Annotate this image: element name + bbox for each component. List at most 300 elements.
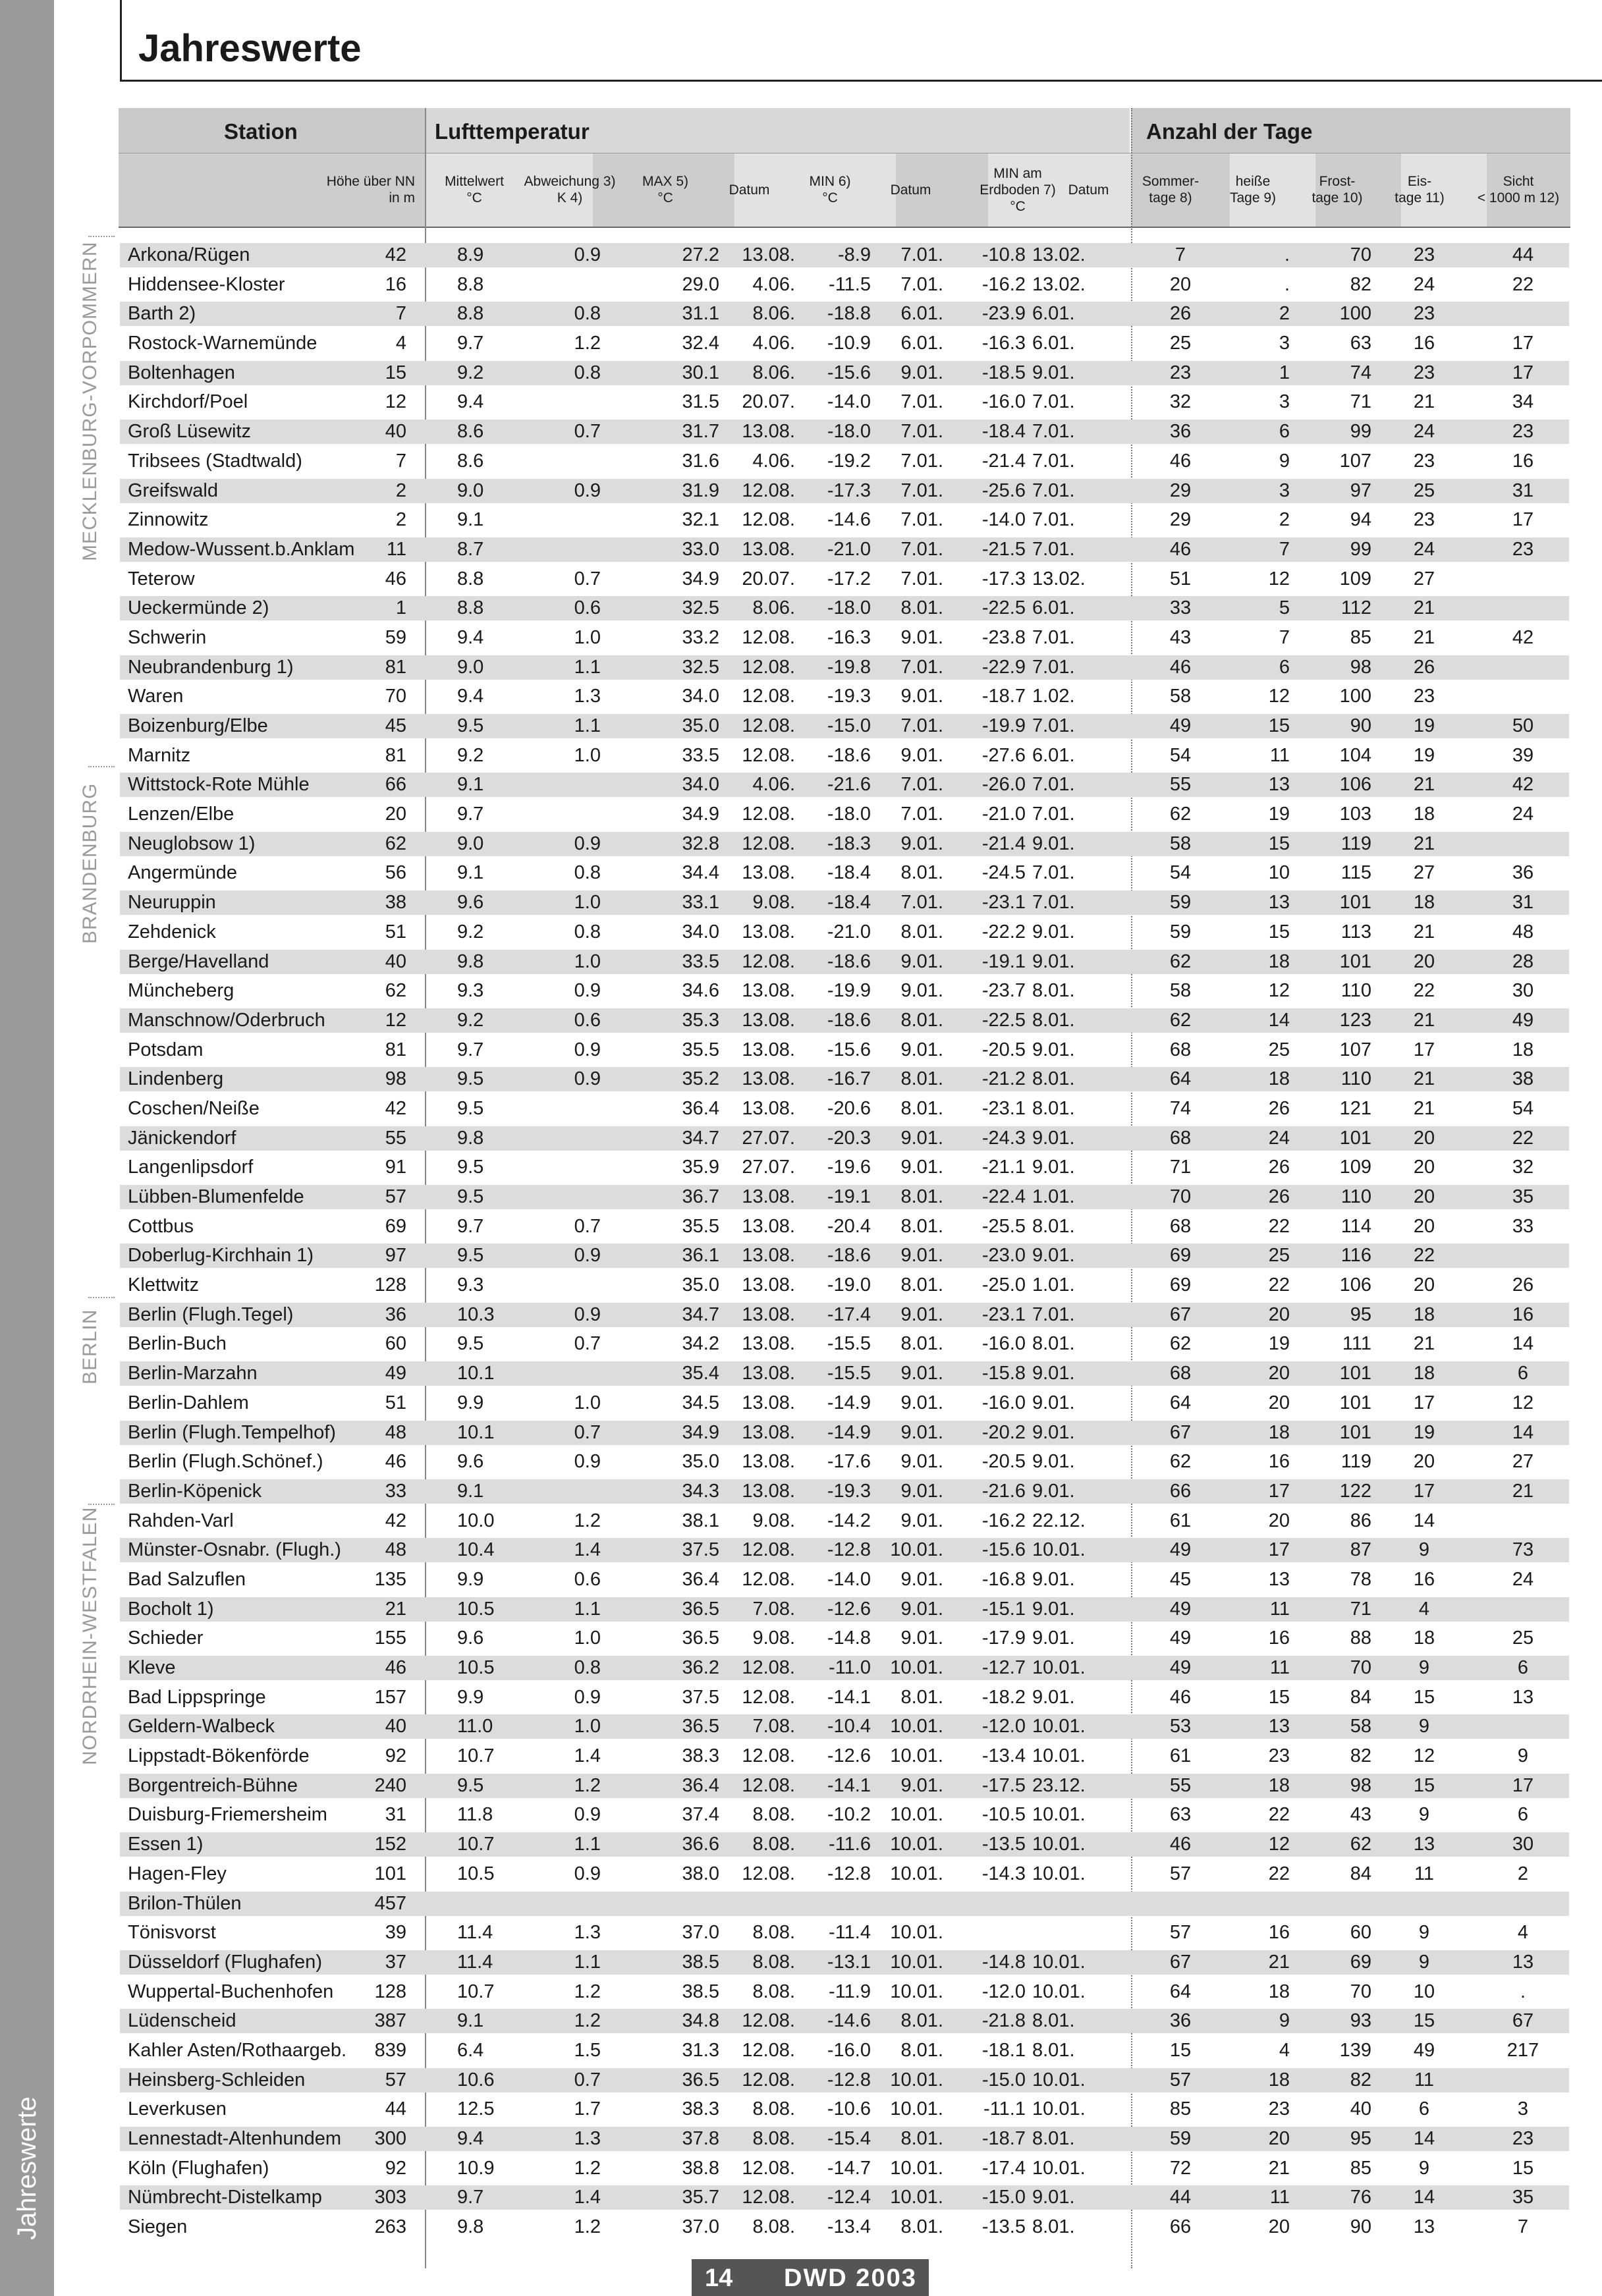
mittelwert-value: 8.8 bbox=[457, 597, 484, 619]
sicht-value: 42 bbox=[1512, 626, 1534, 648]
table-row bbox=[120, 329, 1569, 358]
min-value: -18.8 bbox=[827, 303, 871, 325]
sicht-value: 25 bbox=[1512, 1627, 1534, 1649]
min-value: -18.3 bbox=[827, 833, 871, 854]
min-erdboden-value: -23.0 bbox=[981, 1245, 1026, 1267]
heisse-tage-value: 3 bbox=[1279, 333, 1290, 354]
min-datum-value: 8.01. bbox=[900, 1186, 943, 1207]
min-datum-value: 10.01. bbox=[890, 1863, 943, 1884]
frosttage-value: 76 bbox=[1350, 2187, 1371, 2208]
min-datum-value: 7.01. bbox=[900, 509, 943, 531]
frosttage-value: 101 bbox=[1339, 1392, 1371, 1413]
max-datum-value: 13.08. bbox=[742, 1480, 795, 1502]
min-erdboden-value: -18.4 bbox=[981, 421, 1026, 443]
min-datum-value: 8.01. bbox=[900, 862, 943, 884]
max-value: 29.0 bbox=[682, 273, 719, 295]
max-datum-value: 12.08. bbox=[742, 1774, 795, 1796]
max-datum-value: 12.08. bbox=[742, 833, 795, 854]
eistage-value: 21 bbox=[1413, 774, 1435, 796]
mittelwert-value: 9.1 bbox=[457, 862, 484, 884]
hoehe-value: 839 bbox=[374, 2039, 406, 2061]
min-datum-value: 7.01. bbox=[900, 892, 943, 914]
abweichung-value: 1.0 bbox=[574, 892, 601, 914]
mittelwert-value: 6.4 bbox=[457, 2039, 484, 2061]
erdboden-datum-value: 10.01. bbox=[1032, 1834, 1086, 1855]
min-value: -15.0 bbox=[827, 715, 871, 736]
heisse-tage-value: 6 bbox=[1279, 656, 1290, 678]
sommertage-value: 67 bbox=[1169, 1303, 1192, 1325]
max-datum-value: 12.08. bbox=[742, 1745, 795, 1767]
page-footer bbox=[692, 2259, 929, 2296]
sommertage-value: 62 bbox=[1169, 1451, 1192, 1473]
sommertage-value: 68 bbox=[1169, 1215, 1192, 1237]
eistage-value: 9 bbox=[1418, 1951, 1430, 1973]
sicht-value: 34 bbox=[1512, 391, 1534, 413]
mittelwert-value: 9.1 bbox=[457, 2010, 484, 2032]
erdboden-datum-value: 10.01. bbox=[1032, 2098, 1086, 2120]
min-erdboden-value: -21.0 bbox=[981, 804, 1026, 825]
sicht-value: 28 bbox=[1512, 950, 1534, 972]
abweichung-value: 0.6 bbox=[574, 1568, 601, 1590]
erdboden-datum-value: 10.01. bbox=[1032, 1745, 1086, 1767]
frosttage-value: 104 bbox=[1339, 744, 1371, 766]
mittelwert-value: 9.9 bbox=[457, 1568, 484, 1590]
hoehe-value: 91 bbox=[385, 1157, 406, 1178]
hoehe-value: 69 bbox=[385, 1215, 406, 1237]
sommertage-value: 57 bbox=[1169, 1863, 1192, 1884]
max-value: 32.5 bbox=[682, 597, 719, 619]
mittelwert-value: 10.5 bbox=[457, 1863, 495, 1884]
heisse-tage-value: 12 bbox=[1268, 980, 1290, 1002]
station-name: Berlin-Marzahn bbox=[128, 1363, 258, 1384]
min-value: -18.4 bbox=[827, 862, 871, 884]
min-erdboden-value: -15.6 bbox=[981, 1539, 1026, 1561]
mittelwert-value: 8.9 bbox=[457, 244, 484, 265]
max-value: 37.5 bbox=[682, 1686, 719, 1708]
max-value: 33.5 bbox=[682, 950, 719, 972]
station-name: Jänickendorf bbox=[128, 1127, 236, 1149]
max-datum-value: 9.08. bbox=[752, 1510, 795, 1531]
eistage-value: 12 bbox=[1413, 1745, 1435, 1767]
table-row bbox=[120, 299, 1569, 329]
station-name: Lüdenscheid bbox=[128, 2010, 236, 2032]
station-name: Müncheberg bbox=[128, 980, 235, 1002]
max-value: 37.4 bbox=[682, 1804, 719, 1826]
erdboden-datum-value: 9.01. bbox=[1032, 2187, 1075, 2208]
max-value: 32.5 bbox=[682, 656, 719, 678]
sicht-value: 27 bbox=[1512, 1451, 1534, 1473]
station-name: Waren bbox=[128, 686, 184, 707]
hoehe-value: 20 bbox=[385, 804, 406, 825]
min-erdboden-value: -22.5 bbox=[981, 597, 1026, 619]
abweichung-value: 1.2 bbox=[574, 333, 601, 354]
sommertage-value: 59 bbox=[1169, 2128, 1192, 2149]
hoehe-value: 45 bbox=[385, 715, 406, 736]
min-erdboden-value bbox=[940, 1918, 1026, 1948]
hoehe-value: 60 bbox=[385, 1333, 406, 1355]
eistage-value: 21 bbox=[1413, 597, 1435, 619]
hoehe-value: 31 bbox=[385, 1804, 406, 1826]
region-label-brandenburg: BRANDENBURG bbox=[79, 782, 101, 944]
min-value: -14.1 bbox=[827, 1686, 871, 1708]
sicht-value: 50 bbox=[1512, 715, 1534, 736]
mittelwert-value: 9.0 bbox=[457, 656, 484, 678]
max-value: 31.1 bbox=[682, 303, 719, 325]
erdboden-datum-value: 9.01. bbox=[1032, 1686, 1075, 1708]
sicht-value: 33 bbox=[1512, 1215, 1534, 1237]
mittelwert-value: 9.4 bbox=[457, 2128, 484, 2149]
sicht-value: 73 bbox=[1512, 1539, 1534, 1561]
abweichung-value: 0.7 bbox=[574, 1333, 601, 1355]
min-datum-value: 10.01. bbox=[890, 1745, 943, 1767]
mittelwert-value: 8.6 bbox=[457, 421, 484, 443]
frosttage-value: 113 bbox=[1340, 921, 1371, 943]
hoehe-value: 97 bbox=[385, 1245, 406, 1267]
heisse-tage-value: 20 bbox=[1268, 1510, 1290, 1531]
eistage-value: 9 bbox=[1418, 1922, 1430, 1944]
hoehe-value: 42 bbox=[385, 1097, 406, 1119]
station-name: Siegen bbox=[128, 2216, 188, 2238]
max-value: 35.0 bbox=[682, 1274, 719, 1296]
eistage-value: 9 bbox=[1418, 1804, 1430, 1826]
table-row bbox=[120, 1565, 1569, 1595]
min-erdboden-value: -26.0 bbox=[981, 774, 1026, 796]
frosttage-value: 74 bbox=[1350, 362, 1371, 383]
region-divider-1 bbox=[88, 236, 115, 237]
min-erdboden-value: -20.5 bbox=[981, 1451, 1026, 1473]
sommertage-value: 7 bbox=[1174, 244, 1186, 265]
erdboden-datum-value: 9.01. bbox=[1032, 1568, 1075, 1590]
mittelwert-value: 10.7 bbox=[457, 1745, 495, 1767]
table-row bbox=[120, 1624, 1569, 1653]
min-erdboden-value: -23.1 bbox=[981, 1097, 1026, 1119]
sicht-value: 13 bbox=[1512, 1951, 1534, 1973]
frosttage-value: 71 bbox=[1350, 391, 1371, 413]
table-row bbox=[120, 1418, 1569, 1448]
frosttage-value: 70 bbox=[1350, 1657, 1371, 1678]
min-datum-value: 8.01. bbox=[900, 1686, 943, 1708]
min-datum-value: 7.01. bbox=[900, 421, 943, 443]
min-erdboden-value: -22.4 bbox=[981, 1186, 1026, 1207]
sicht-value: 23 bbox=[1512, 2128, 1534, 2149]
abweichung-value: 1.2 bbox=[574, 2010, 601, 2032]
frosttage-value: 90 bbox=[1350, 715, 1371, 736]
min-datum-value: 9.01. bbox=[900, 1392, 943, 1413]
hoehe-value: 62 bbox=[385, 980, 406, 1002]
eistage-value: 24 bbox=[1413, 538, 1435, 560]
subheader-frosttage: Frost- tage 10) bbox=[1312, 174, 1363, 205]
station-name: Lennestadt-Altenhundem bbox=[128, 2128, 342, 2149]
eistage-value: 19 bbox=[1413, 715, 1435, 736]
table-row bbox=[120, 1830, 1569, 1859]
min-datum-value: 7.01. bbox=[900, 244, 943, 265]
min-erdboden-value: -18.7 bbox=[981, 686, 1026, 707]
mittelwert-value: 9.8 bbox=[457, 1127, 484, 1149]
abweichung-value bbox=[548, 1271, 601, 1300]
hoehe-value: 457 bbox=[374, 1892, 406, 1914]
hoehe-value: 11 bbox=[386, 538, 406, 560]
station-name: Brilon-Thülen bbox=[128, 1892, 242, 1914]
frosttage-value: 101 bbox=[1339, 1421, 1371, 1443]
min-datum-value: 6.01. bbox=[900, 303, 943, 325]
max-datum-value bbox=[716, 1889, 795, 1919]
abweichung-value: 0.7 bbox=[574, 2069, 601, 2091]
min-erdboden-value: -27.6 bbox=[981, 744, 1026, 766]
min-erdboden-value: -21.2 bbox=[981, 1068, 1026, 1090]
min-value: -14.7 bbox=[827, 2157, 871, 2179]
sicht-value: 67 bbox=[1512, 2010, 1534, 2032]
heisse-tage-value: 26 bbox=[1268, 1186, 1290, 1207]
heisse-tage-value: 21 bbox=[1268, 1951, 1290, 1973]
heisse-tage-value: 18 bbox=[1268, 1774, 1290, 1796]
eistage-value: 6 bbox=[1418, 2098, 1430, 2120]
hoehe-value: 152 bbox=[374, 1834, 406, 1855]
sicht-value: 36 bbox=[1512, 862, 1534, 884]
hoehe-value: 49 bbox=[385, 1363, 406, 1384]
hoehe-value: 263 bbox=[374, 2216, 406, 2238]
max-datum-value: 12.08. bbox=[742, 744, 795, 766]
sicht-value: 16 bbox=[1512, 450, 1534, 472]
sicht-value bbox=[1483, 564, 1562, 594]
heisse-tage-value: 22 bbox=[1268, 1274, 1290, 1296]
frosttage-value: 70 bbox=[1350, 244, 1371, 265]
min-value: -12.6 bbox=[827, 1598, 871, 1620]
title-rule-vertical bbox=[120, 0, 122, 82]
mittelwert-value: 9.4 bbox=[457, 391, 484, 413]
station-name: Wittstock-Rote Mühle bbox=[128, 774, 310, 796]
frosttage-value: 116 bbox=[1340, 1245, 1371, 1267]
heisse-tage-value: 6 bbox=[1279, 421, 1290, 443]
table-row bbox=[120, 1859, 1569, 1889]
max-value: 34.0 bbox=[682, 686, 719, 707]
min-datum-value: 9.01. bbox=[900, 362, 943, 383]
min-erdboden-value: -18.7 bbox=[981, 2128, 1026, 2149]
heisse-tage-value: 13 bbox=[1268, 892, 1290, 914]
station-name: Düsseldorf (Flughafen) bbox=[128, 1951, 322, 1973]
sicht-value: 2 bbox=[1517, 1863, 1529, 1884]
min-value: -18.0 bbox=[827, 421, 871, 443]
min-datum-value: 10.01. bbox=[890, 1657, 943, 1678]
erdboden-datum-value: 10.01. bbox=[1032, 1716, 1086, 1737]
heisse-tage-value: 20 bbox=[1268, 1392, 1290, 1413]
max-value: 30.1 bbox=[682, 362, 719, 383]
subheader-abweichung: Abweichung 3) K 4) bbox=[524, 174, 616, 205]
frosttage-value: 85 bbox=[1350, 626, 1371, 648]
sicht-value: 12 bbox=[1512, 1392, 1534, 1413]
station-name: Marnitz bbox=[128, 744, 191, 766]
eistage-value: 14 bbox=[1413, 2187, 1435, 2208]
eistage-value: 15 bbox=[1413, 2010, 1435, 2032]
min-erdboden-value: -17.9 bbox=[981, 1627, 1026, 1649]
min-datum-value: 9.01. bbox=[900, 1480, 943, 1502]
mittelwert-value: 11.8 bbox=[457, 1804, 493, 1826]
max-value: 36.1 bbox=[682, 1245, 719, 1267]
heisse-tage-value: 12 bbox=[1268, 1834, 1290, 1855]
hoehe-value: 157 bbox=[374, 1686, 406, 1708]
max-value: 37.0 bbox=[682, 1922, 719, 1944]
sommertage-value: 46 bbox=[1169, 656, 1192, 678]
min-value: -16.3 bbox=[827, 626, 871, 648]
min-value: -18.6 bbox=[827, 744, 871, 766]
table-row bbox=[120, 240, 1569, 270]
region-label-nrw: NORDRHEIN-WESTFALEN bbox=[79, 1506, 101, 1765]
table-row bbox=[120, 2036, 1569, 2065]
min-erdboden-value: -22.5 bbox=[981, 1009, 1026, 1031]
abweichung-value bbox=[548, 770, 601, 800]
abweichung-value: 1.2 bbox=[574, 1774, 601, 1796]
mittelwert-value: 9.5 bbox=[457, 1245, 484, 1267]
min-erdboden-value: -12.0 bbox=[981, 1981, 1026, 2002]
eistage-value: 24 bbox=[1413, 273, 1435, 295]
max-datum-value: 13.08. bbox=[742, 1363, 795, 1384]
erdboden-datum-value: 22.12. bbox=[1032, 1510, 1086, 1531]
max-datum-value: 13.08. bbox=[742, 862, 795, 884]
erdboden-datum-value: 8.01. bbox=[1032, 980, 1075, 1002]
hoehe-value: 40 bbox=[385, 1716, 406, 1737]
sicht-value bbox=[1483, 829, 1562, 859]
frosttage-value: 98 bbox=[1350, 1774, 1371, 1796]
frosttage-value: 60 bbox=[1350, 1922, 1371, 1944]
min-value: -19.0 bbox=[827, 1274, 871, 1296]
max-value: 34.7 bbox=[682, 1303, 719, 1325]
hoehe-value: 36 bbox=[385, 1303, 406, 1325]
min-datum-value: 9.01. bbox=[900, 1127, 943, 1149]
min-value: -10.2 bbox=[827, 1804, 871, 1826]
region-label-mv: MECKLENBURG-VORPOMMERN bbox=[79, 241, 101, 561]
max-datum-value: 8.08. bbox=[752, 2128, 795, 2149]
min-value: -13.4 bbox=[827, 2216, 871, 2238]
abweichung-value: 1.0 bbox=[574, 1392, 601, 1413]
erdboden-datum-value: 10.01. bbox=[1032, 1951, 1086, 1973]
eistage-value: 21 bbox=[1413, 626, 1435, 648]
sicht-value: 30 bbox=[1512, 1834, 1534, 1855]
station-name: Tribsees (Stadtwald) bbox=[128, 450, 302, 472]
min-datum-value: 8.01. bbox=[900, 2128, 943, 2149]
station-name: Klettwitz bbox=[128, 1274, 199, 1296]
eistage-value: 22 bbox=[1413, 1245, 1435, 1267]
sicht-value: 26 bbox=[1512, 1274, 1534, 1296]
erdboden-datum-value: 9.01. bbox=[1032, 833, 1075, 854]
sicht-value: 31 bbox=[1512, 892, 1534, 914]
sommertage-value: 68 bbox=[1169, 1039, 1192, 1060]
erdboden-datum-value: 7.01. bbox=[1032, 509, 1075, 531]
frosttage-value: 95 bbox=[1350, 1303, 1371, 1325]
table-row bbox=[120, 2124, 1569, 2154]
frosttage-value: 94 bbox=[1350, 509, 1371, 531]
abweichung-value: 0.9 bbox=[574, 1686, 601, 1708]
mittelwert-value: 9.1 bbox=[457, 774, 484, 796]
sommertage-value: 55 bbox=[1169, 1774, 1192, 1796]
erdboden-datum-value bbox=[1032, 1918, 1111, 1948]
abweichung-value: 0.9 bbox=[574, 833, 601, 854]
abweichung-value: 1.2 bbox=[574, 2216, 601, 2238]
sommertage-value: 36 bbox=[1169, 2010, 1192, 2032]
hoehe-value: 81 bbox=[385, 1039, 406, 1060]
sommertage-value: 64 bbox=[1169, 1068, 1192, 1090]
sommertage-value: 72 bbox=[1169, 2157, 1192, 2179]
station-name: Geldern-Walbeck bbox=[128, 1716, 275, 1737]
heisse-tage-value: 18 bbox=[1268, 1981, 1290, 2002]
min-value: -12.6 bbox=[827, 1745, 871, 1767]
erdboden-datum-value: 9.01. bbox=[1032, 1363, 1075, 1384]
max-value: 34.8 bbox=[682, 2010, 719, 2032]
frosttage-value: 109 bbox=[1339, 568, 1371, 589]
eistage-value: 9 bbox=[1418, 1539, 1430, 1561]
eistage-value: 20 bbox=[1413, 950, 1435, 972]
heisse-tage-value: 20 bbox=[1268, 1363, 1290, 1384]
mittelwert-value: 10.9 bbox=[457, 2157, 495, 2179]
hoehe-value: 7 bbox=[395, 450, 406, 472]
station-name: Coschen/Neiße bbox=[128, 1097, 260, 1119]
min-value: -16.0 bbox=[827, 2039, 871, 2061]
min-datum-value: 9.01. bbox=[900, 1774, 943, 1796]
hoehe-value: 57 bbox=[385, 1186, 406, 1207]
sicht-value: 17 bbox=[1512, 333, 1534, 354]
max-datum-value: 13.08. bbox=[742, 1333, 795, 1355]
sommertage-value: 58 bbox=[1169, 833, 1192, 854]
frosttage-value: 95 bbox=[1350, 2128, 1371, 2149]
max-value: 36.5 bbox=[682, 1627, 719, 1649]
sicht-value bbox=[1483, 1595, 1562, 1624]
min-value: -16.7 bbox=[827, 1068, 871, 1090]
min-value: -18.6 bbox=[827, 1009, 871, 1031]
mittelwert-value: 9.5 bbox=[457, 715, 484, 736]
min-value: -14.8 bbox=[827, 1627, 871, 1649]
min-datum-value: 8.01. bbox=[900, 597, 943, 619]
sicht-value bbox=[1483, 1506, 1562, 1536]
max-datum-value: 12.08. bbox=[742, 2187, 795, 2208]
sommertage-value bbox=[1147, 1889, 1213, 1919]
min-datum-value: 9.01. bbox=[900, 1510, 943, 1531]
sicht-value bbox=[1483, 1889, 1562, 1919]
erdboden-datum-value: 7.01. bbox=[1032, 774, 1075, 796]
station-name: Hagen-Fley bbox=[128, 1863, 227, 1884]
table-row bbox=[120, 682, 1569, 711]
max-value: 34.9 bbox=[682, 568, 719, 589]
station-name: Kahler Asten/Rothaargeb. bbox=[128, 2039, 347, 2061]
erdboden-datum-value: 8.01. bbox=[1032, 2216, 1075, 2238]
max-value: 34.9 bbox=[682, 804, 719, 825]
sicht-value: 49 bbox=[1512, 1009, 1534, 1031]
erdboden-datum-value: 1.02. bbox=[1032, 686, 1075, 707]
max-value: 31.3 bbox=[682, 2039, 719, 2061]
erdboden-datum-value: 6.01. bbox=[1032, 744, 1075, 766]
erdboden-datum-value: 13.02. bbox=[1032, 568, 1086, 589]
max-datum-value: 13.08. bbox=[742, 1245, 795, 1267]
mittelwert-value: 9.5 bbox=[457, 1068, 484, 1090]
sicht-value: 31 bbox=[1512, 479, 1534, 501]
max-datum-value: 13.08. bbox=[742, 421, 795, 443]
frosttage-value: 78 bbox=[1350, 1568, 1371, 1590]
abweichung-value: 1.0 bbox=[574, 744, 601, 766]
min-erdboden-value: -15.8 bbox=[981, 1363, 1026, 1384]
heisse-tage-value: 3 bbox=[1279, 391, 1290, 413]
table-row bbox=[120, 2212, 1569, 2242]
table-row bbox=[120, 1741, 1569, 1771]
table-row bbox=[120, 2094, 1569, 2124]
frosttage-value: 119 bbox=[1340, 1451, 1371, 1473]
hoehe-value: 39 bbox=[385, 1922, 406, 1944]
mittelwert-value: 10.7 bbox=[457, 1834, 495, 1855]
eistage-value: 20 bbox=[1413, 1215, 1435, 1237]
abweichung-value: 1.3 bbox=[574, 1922, 601, 1944]
max-datum-value: 4.06. bbox=[752, 450, 795, 472]
frosttage-value: 99 bbox=[1350, 421, 1371, 443]
hoehe-value: 16 bbox=[385, 273, 406, 295]
min-value: -18.6 bbox=[827, 950, 871, 972]
station-name: Berlin (Flugh.Schönef.) bbox=[128, 1451, 323, 1473]
max-value: 36.7 bbox=[682, 1186, 719, 1207]
